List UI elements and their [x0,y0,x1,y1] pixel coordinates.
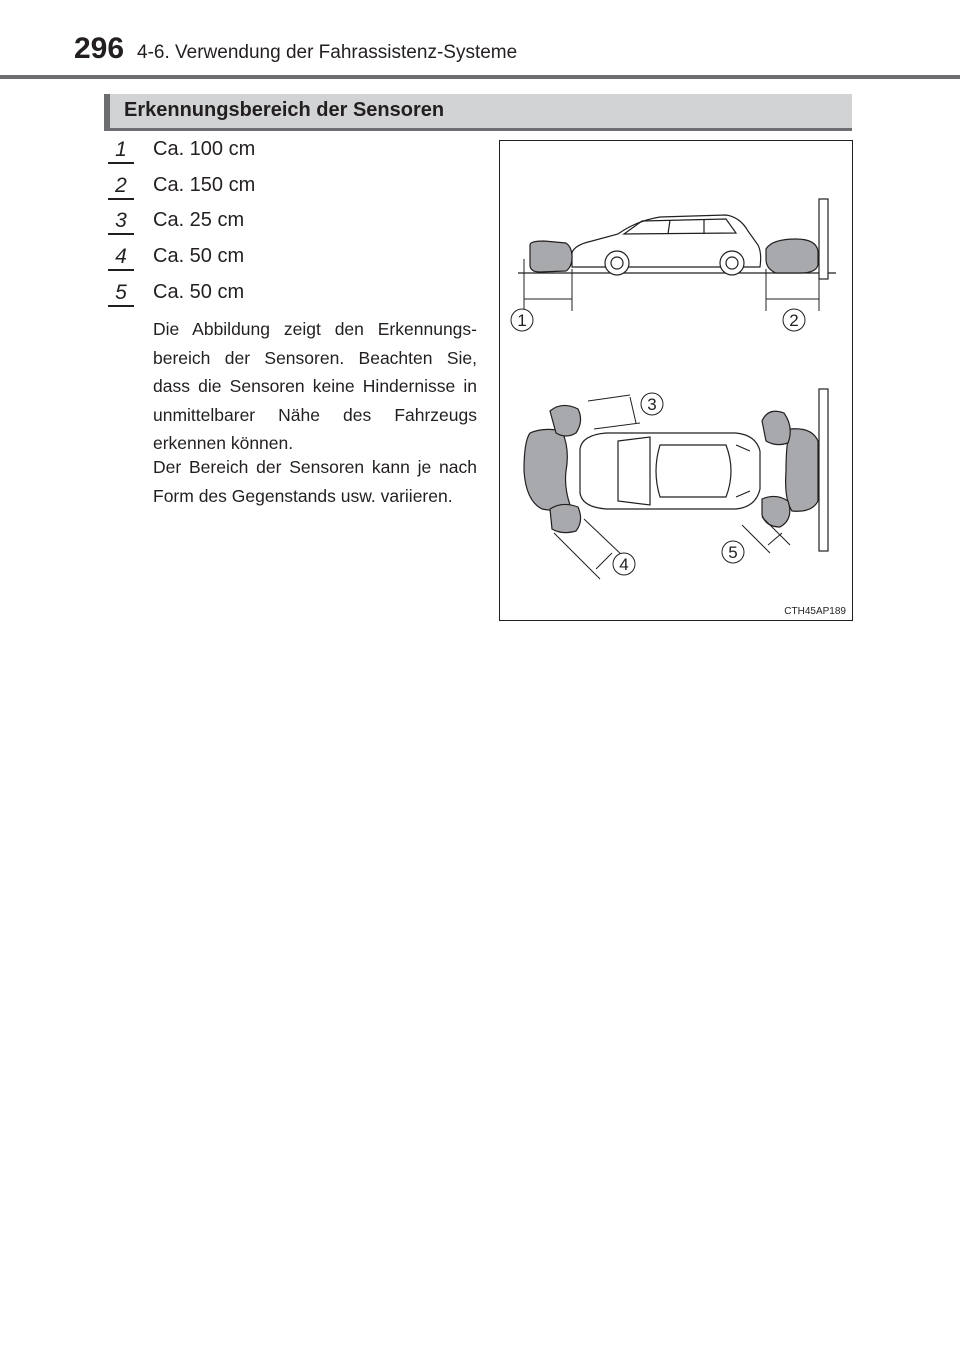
callout-3-label: 3 [647,395,657,414]
callout-4-label: 4 [619,555,629,574]
sensor-diagram [500,141,852,620]
wall-icon [819,199,828,279]
item-text: Ca. 25 cm [153,209,245,231]
callout-1-label: 1 [517,311,527,330]
front-sensor-zone [530,241,572,272]
header-rule [0,75,960,79]
item-text: Ca. 100 cm [153,138,256,160]
chapter-title: 4-6. Verwendung der Fahrassistenz-Systeme [137,42,518,63]
item-text: Ca. 50 cm [153,281,245,303]
section-title: Erkennungsbereich der Sensoren [124,99,445,121]
callout-5-label: 5 [728,543,738,562]
item-number: 3 [108,209,134,235]
body-paragraph: Die Abbildung zeigt den Erkennungs-bereich der Sensoren. Beachten Sie, dass die Sensoren keine Hindernisse in unmittelbarer Nähe des Fahrzeugs erkennen können. [153,319,477,453]
figure-code: CTH45AP189 [784,606,846,617]
sensor-range-figure [499,140,853,621]
page-number: 296 [74,32,125,65]
section-accent [104,94,110,128]
car-top-icon [580,433,760,509]
front-sensor-zone [524,429,570,510]
callout-2-label: 2 [789,311,799,330]
rear-sensor-zone [786,429,818,512]
rear-sensor-zone [766,239,818,273]
item-text: Ca. 150 cm [153,174,256,196]
body-paragraph: Der Bereich der Sensoren kann je nach Form des Gegenstands usw. variieren. [153,457,477,506]
item-number: 5 [108,281,134,307]
item-text: Ca. 50 cm [153,245,245,267]
item-number: 1 [108,138,134,164]
item-number: 4 [108,245,134,271]
wall-icon [819,389,828,551]
section-heading [104,94,852,131]
item-number: 2 [108,174,134,200]
